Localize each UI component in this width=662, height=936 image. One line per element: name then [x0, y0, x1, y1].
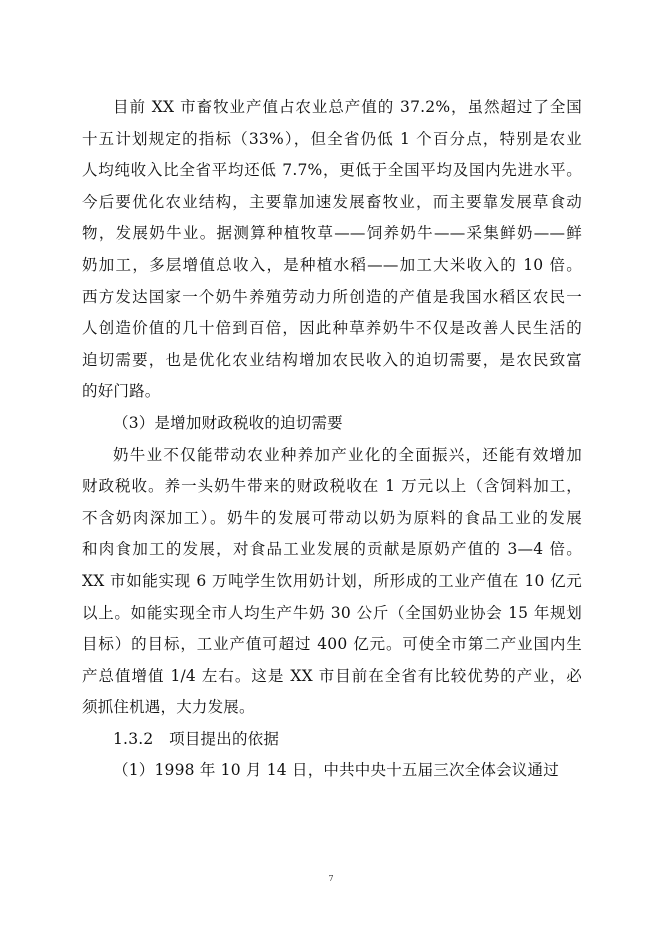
- text-line: （1）1998 年 10 月 14 日，中共中央十五届三次全体会议通过: [113, 761, 559, 780]
- paragraph-fiscal-tax: [82, 440, 582, 724]
- text-line: 十五计划规定的指标（33%），但全省仍低 1 个百分点，特别是农业: [82, 129, 582, 148]
- text-line: 财政税收。养一头奶牛带来的财政税收在 1 万元以上（含饲料加工，: [82, 477, 582, 496]
- text-line: 奶加工，多层增值总收入，是种植水稻——加工大米收入的 10 倍。: [82, 255, 582, 274]
- text-line: 目标）的目标，工业产值可超过 400 亿元。可使全市第二产业国内生: [82, 635, 582, 654]
- text-line: 产总值增值 1/4 左右。这是 XX 市目前在全省有比较优势的产业，必: [82, 666, 582, 685]
- section-heading-1-3-2: 1.3.2 项目提出的依据: [113, 729, 280, 748]
- subheading-fiscal-tax: （3）是增加财政税收的迫切需要: [113, 413, 343, 432]
- text-line: 须抓住机遇，大力发展。: [82, 698, 255, 717]
- paragraph-basis: [82, 755, 582, 787]
- text-line: 西方发达国家一个奶牛养殖劳动力所创造的产值是我国水稻区农民一: [82, 287, 582, 306]
- text-line: 人创造价值的几十倍到百倍，因此种草养奶牛不仅是改善人民生活的: [82, 319, 582, 338]
- text-line: 和肉食加工的发展，对食品工业发展的贡献是原奶产值的 3—4 倍。: [82, 540, 582, 559]
- text-line: 人均纯收入比全省平均还低 7.7%，更低于全国平均及国内先进水平。: [82, 161, 582, 180]
- text-line: 奶牛业不仅能带动农业种养加产业化的全面振兴，还能有效增加: [113, 445, 582, 464]
- text-line: 今后要优化农业结构，主要靠加速发展畜牧业，而主要靠发展草食动: [82, 192, 582, 211]
- text-line: 以上。如能实现全市人均生产牛奶 30 公斤（全国奶业协会 15 年规划: [82, 603, 582, 622]
- text-line: 的好门路。: [82, 382, 161, 401]
- text-line: XX 市如能实现 6 万吨学生饮用奶计划，所形成的工业产值在 10 亿元: [82, 571, 582, 590]
- text-line: 迫切需要，也是优化农业结构增加农民收入的迫切需要，是农民致富: [82, 350, 582, 369]
- page-number: 7: [328, 874, 334, 883]
- text-line: 物，发展奶牛业。据测算种植牧草——饲养奶牛——采集鲜奶——鲜: [82, 224, 582, 243]
- page-body: [82, 92, 582, 787]
- text-line: 目前 XX 市畜牧业产值占农业总产值的 37.2%，虽然超过了全国: [113, 98, 582, 116]
- paragraph-dairy-output: [82, 92, 582, 408]
- text-line: 不含奶肉深加工）。奶牛的发展可带动以奶为原料的食品工业的发展: [82, 508, 582, 527]
